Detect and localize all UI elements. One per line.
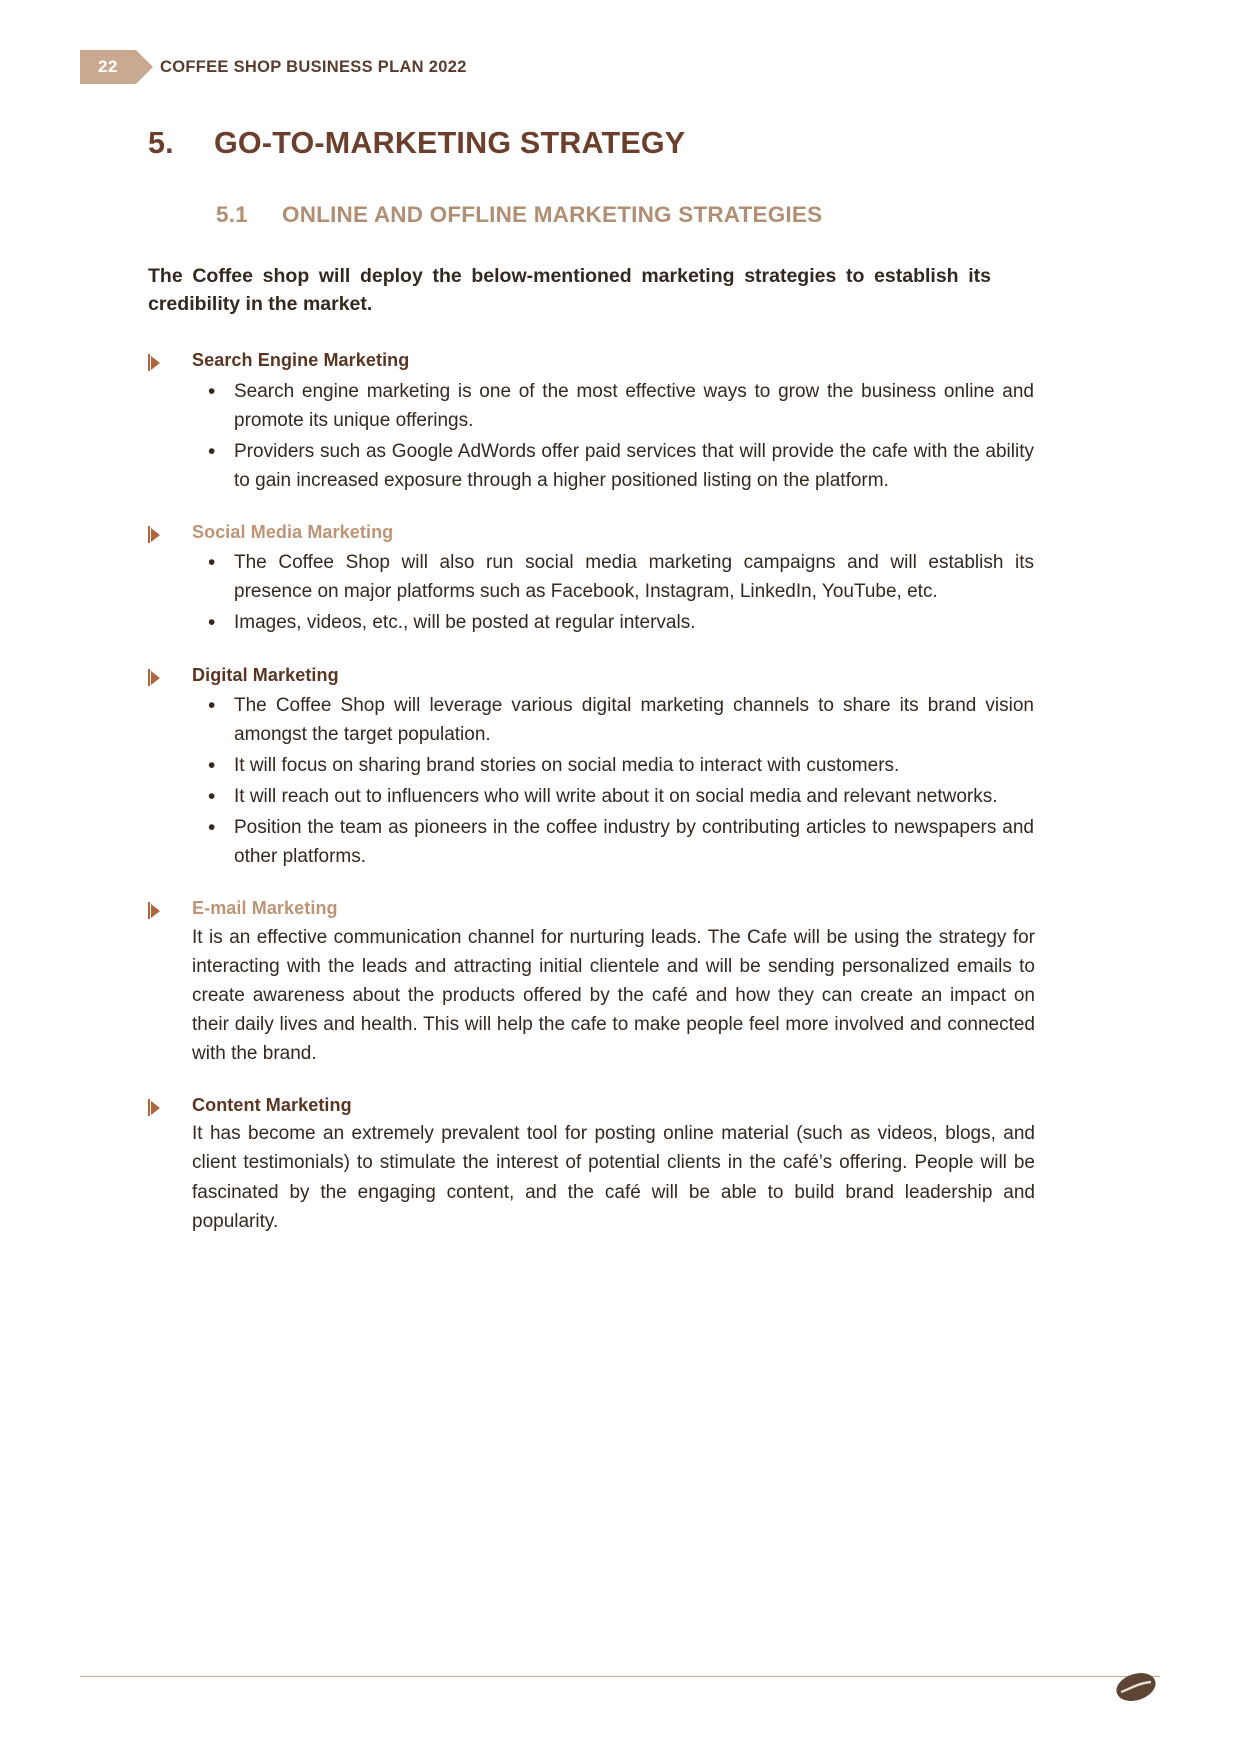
strategy-group-title: E-mail Marketing [192,898,338,919]
list-item: • Position the team as pioneers in the coffee industry by contributing articles to newspapers and other platforms. [192,813,1034,871]
arrow-bullet-icon [148,354,162,371]
arrow-bullet-icon [148,669,162,686]
lead-paragraph: The Coffee shop will deploy the below-mentioned marketing strategies to establish its credibility in the market. [148,264,991,316]
strategy-group [148,349,1093,495]
chapter-number: 5. [148,126,174,160]
arrow-bullet-icon [148,526,162,543]
list-item: • Providers such as Google AdWords offer paid services that will provide the cafe with the ability to gain increased exposure through a higher positioned listing on the platform. [192,437,1034,495]
list-item: • The Coffee Shop will leverage various digital marketing channels to share its brand vision amongst the target population. [192,691,1034,749]
page-number-badge: 22 [80,50,136,84]
list-item: • It will reach out to influencers who will write about it on social media and relevant networks. [192,782,1034,811]
section-number: 5.1 [216,201,248,227]
arrow-bullet-icon [148,902,162,919]
page-content [148,125,1093,1236]
list-item: • It will focus on sharing brand stories on social media to interact with customers. [192,751,1034,780]
section-title: ONLINE AND OFFLINE MARKETING STRATEGIES [282,201,823,227]
strategy-paragraph: It has become an extremely prevalent tool for posting online material (such as videos, blogs, and client testimonials) to stimulate the interest of potential clients in the café’s offering. People will be fascinated by the engaging content, and the café will be able to build brand leadership and popularity. [192,1123,1035,1232]
strategy-paragraph: It is an effective communication channel for nurturing leads. The Cafe will be using the strategy for interacting with the leads and attracting initial clientele and will be sending personalized emails to create awareness about the products offered by the café and how they can create an impact on their daily lives and health. This will help the cafe to make people feel more involved and connected with the brand. [192,926,1035,1064]
list-item: • Search engine marketing is one of the most effective ways to grow the business online and promote its unique offerings. [192,377,1034,435]
strategy-group-title: Search Engine Marketing [192,350,410,371]
strategy-bullet-list [192,377,1093,495]
section-heading [216,202,1093,228]
list-item: • Images, videos, etc., will be posted at regular intervals. [192,608,1034,637]
document-header-title: COFFEE SHOP BUSINESS PLAN 2022 [160,58,467,76]
list-item: • The Coffee Shop will also run social media marketing campaigns and will establish its presence on major platforms such as Facebook, Instagram, LinkedIn, YouTube, etc. [192,548,1034,606]
strategy-group-title: Content Marketing [192,1095,352,1115]
strategy-group [148,521,1093,638]
strategy-bullet-list [192,548,1093,637]
strategy-group-title: Digital Marketing [192,664,339,685]
footer-divider [80,1676,1160,1677]
chapter-heading [148,125,1093,162]
coffee-bean-icon [1114,1671,1158,1703]
strategy-group-title: Social Media Marketing [192,521,394,542]
strategy-group [148,1094,1093,1236]
page-header [0,50,1240,84]
chapter-title: GO-TO-MARKETING STRATEGY [214,126,686,160]
strategy-bullet-list [192,691,1093,871]
arrow-bullet-icon [148,1099,162,1116]
strategy-list [148,349,1093,1235]
strategy-group [148,664,1093,872]
strategy-group [148,897,1093,1068]
